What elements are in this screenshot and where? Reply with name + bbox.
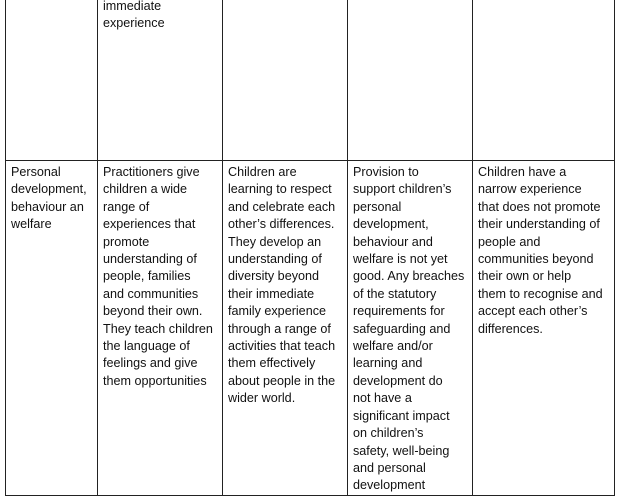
- table-cell: Children are learning to respect and celebrate each other’s differences. They develop an understanding of diversity beyond their immediate family experience through a range of activities that teach them effectively about people in the wider world.: [223, 161, 348, 496]
- table-cell: [6, 0, 98, 161]
- table-row: [6, 0, 615, 161]
- table-cell: Practitioners give children a wide range of experiences that promote understanding of people, families and communities beyond their own. They teach children the language of feelings and give them opportunities: [98, 161, 223, 496]
- table-cell: Children have a narrow experience that does not promote their understanding of people and communities beyond their own or help them to recognise and accept each other’s differences.: [473, 161, 615, 496]
- table-cell: immediate experience: [98, 0, 223, 161]
- grading-table: [5, 0, 615, 496]
- table-cell: [348, 0, 473, 161]
- row-heading-cell: Personal development, behaviour an welfare: [6, 161, 98, 496]
- table-cell: Provision to support children’s personal development, behaviour and welfare is not yet good. Any breaches of the statutory requirements for safeguarding and welfare and/or learning and development do not have a significant impact on children’s safety, well-being and personal development: [348, 161, 473, 496]
- table-cell: [223, 0, 348, 161]
- table-row: [6, 161, 615, 496]
- table-cell: [473, 0, 615, 161]
